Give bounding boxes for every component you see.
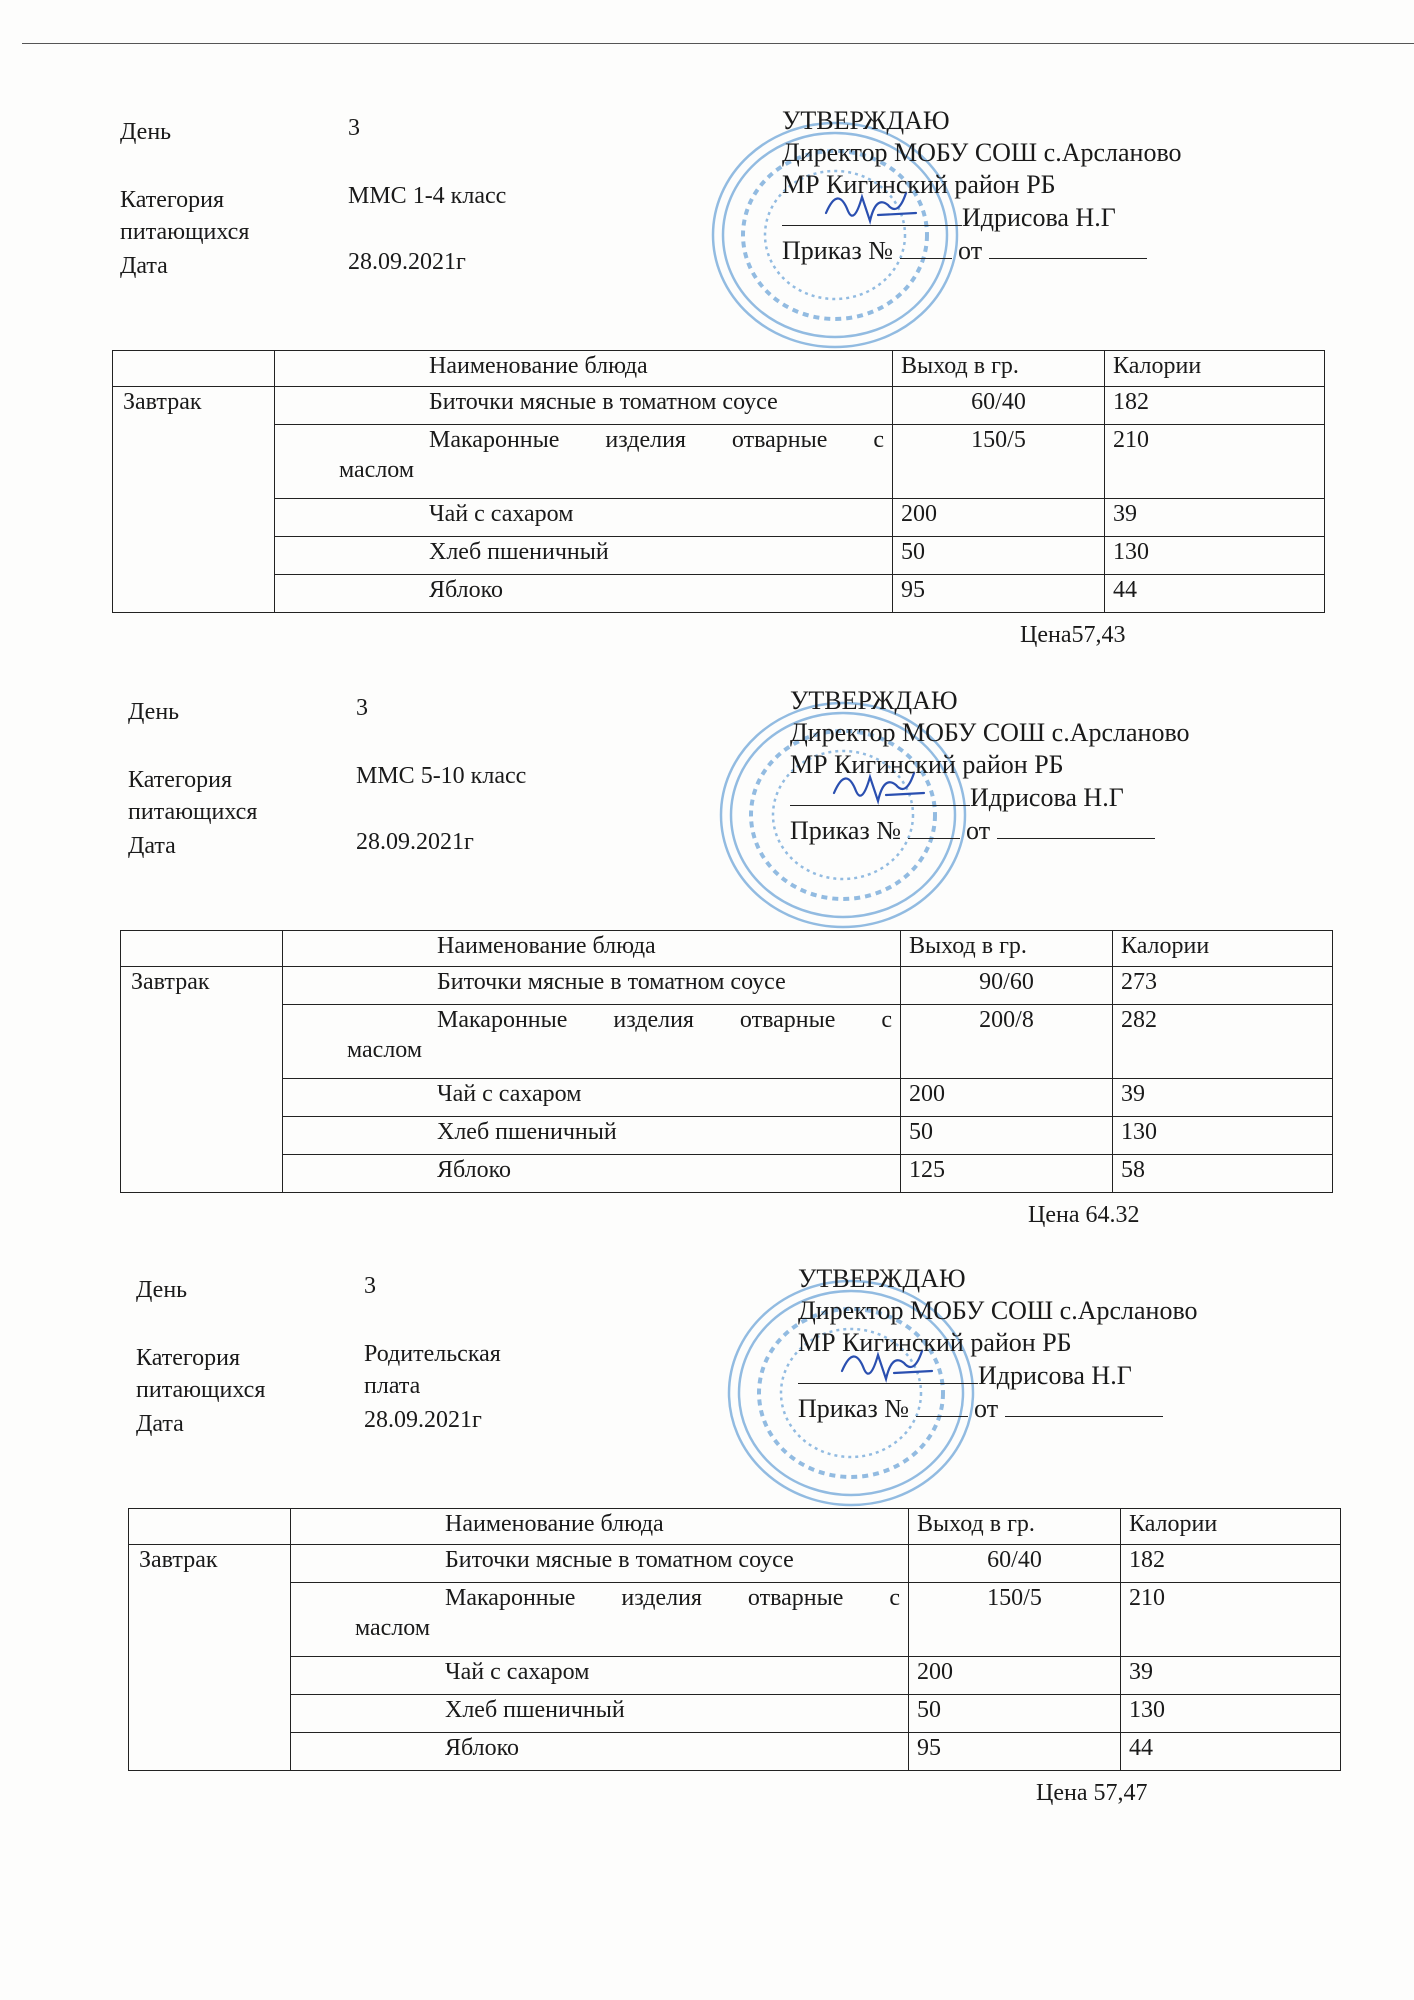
menu-section [0, 0, 1414, 648]
category-value: ММС 5-10 класс [356, 763, 527, 789]
order-number-blank [916, 1392, 968, 1417]
signature-blank [790, 781, 970, 806]
approval-district: МР Кигинский район РБ [798, 1328, 1072, 1357]
dish-word: Макаронные [429, 427, 560, 453]
order-label: Приказ № [790, 816, 902, 845]
dish-cell [283, 1005, 901, 1079]
table-row [113, 537, 1325, 575]
approval-title: УТВЕРЖДАЮ [790, 686, 958, 715]
header-cell [291, 1509, 909, 1545]
approval-signature-line [782, 201, 1182, 234]
approval-district: МР Кигинский район РБ [790, 750, 1064, 779]
header-cell [121, 931, 283, 967]
category-label-cont: питающихся [136, 1377, 266, 1403]
table-row [129, 1583, 1341, 1657]
dish-word: изделия [605, 427, 686, 453]
from-label: от [958, 236, 983, 265]
approval-title: УТВЕРЖДАЮ [798, 1264, 966, 1293]
dish-cell [275, 425, 893, 499]
dish-word: Макаронные [437, 1007, 568, 1033]
yield-cell: 125 [901, 1155, 1113, 1193]
price-label: Цена57,43 [1020, 622, 1126, 648]
day-value: 3 [348, 115, 360, 141]
dish-cell: Хлеб пшеничный [275, 537, 893, 575]
calories-cell: 44 [1121, 1733, 1341, 1771]
approval-name: Идрисова Н.Г [970, 783, 1124, 812]
meal-cell: Завтрак [113, 387, 275, 613]
header-cell: Калории [1113, 931, 1333, 967]
category-label-cont: питающихся [128, 799, 258, 825]
category-value-cont: плата [364, 1373, 421, 1399]
yield-cell: 90/60 [901, 967, 1113, 1005]
calories-cell: 39 [1121, 1657, 1341, 1695]
table-row [113, 425, 1325, 499]
header-cell: Выход в гр. [909, 1509, 1121, 1545]
approval-signature-line [790, 781, 1190, 814]
dish-name-justified [289, 425, 884, 455]
meal-cell: Завтрак [121, 967, 283, 1193]
day-value: 3 [356, 695, 368, 721]
price-label: Цена 64.32 [1028, 1202, 1140, 1228]
yield-cell: 200 [901, 1079, 1113, 1117]
price-label: Цена 57,47 [1036, 1780, 1148, 1806]
header-cell: Выход в гр. [893, 351, 1105, 387]
dish-name-cont: маслом [339, 457, 415, 483]
approval-position: Директор МОБУ СОШ с.Арсланово [790, 718, 1190, 747]
yield-cell: 50 [893, 537, 1105, 575]
category-label: Категория [128, 767, 232, 793]
dish-word: с [881, 1007, 892, 1033]
dish-cell: Чай с сахаром [275, 499, 893, 537]
approval-block [782, 105, 1182, 267]
yield-cell: 60/40 [909, 1545, 1121, 1583]
day-label: День [128, 699, 180, 725]
calories-cell: 39 [1113, 1079, 1333, 1117]
approval-block [790, 685, 1190, 847]
from-label: от [974, 1394, 999, 1423]
table-row [121, 1117, 1333, 1155]
approval-position: Директор МОБУ СОШ с.Арсланово [782, 138, 1182, 167]
category-label: Категория [120, 187, 224, 213]
top-divider [22, 43, 1414, 44]
table-row [121, 1079, 1333, 1117]
order-label: Приказ № [798, 1394, 910, 1423]
dish-word: изделия [613, 1007, 694, 1033]
table-header-row [129, 1509, 1341, 1545]
menu-table [112, 350, 1325, 613]
yield-cell: 50 [901, 1117, 1113, 1155]
calories-cell: 282 [1113, 1005, 1333, 1079]
header-cell [113, 351, 275, 387]
header-dish: Наименование блюда [429, 353, 648, 379]
calories-cell: 210 [1121, 1583, 1341, 1657]
order-number-blank [900, 234, 952, 259]
approval-title: УТВЕРЖДАЮ [782, 106, 950, 135]
day-label: День [120, 119, 172, 145]
dish-word: отварные [731, 427, 828, 453]
yield-cell: 95 [893, 575, 1105, 613]
approval-name: Идрисова Н.Г [978, 1361, 1132, 1390]
dish-cell: Биточки мясные в томатном соусе [275, 387, 893, 425]
date-label: Дата [128, 833, 176, 859]
from-label: от [966, 816, 991, 845]
approval-name: Идрисова Н.Г [962, 203, 1116, 232]
header-dish: Наименование блюда [437, 933, 656, 959]
meal-cell: Завтрак [129, 1545, 291, 1771]
date-value: 28.09.2021г [348, 249, 466, 275]
dish-word: с [873, 427, 884, 453]
menu-table [120, 930, 1333, 1193]
order-label: Приказ № [782, 236, 894, 265]
dish-cell: Хлеб пшеничный [283, 1117, 901, 1155]
yield-cell: 50 [909, 1695, 1121, 1733]
header-cell: Калории [1121, 1509, 1341, 1545]
yield-cell: 150/5 [893, 425, 1105, 499]
dish-word: отварные [739, 1007, 836, 1033]
approval-order-line [790, 814, 1190, 847]
signature-blank [782, 201, 962, 226]
calories-cell: 210 [1105, 425, 1325, 499]
approval-district: МР Кигинский район РБ [782, 170, 1056, 199]
date-value: 28.09.2021г [356, 829, 474, 855]
calories-cell: 44 [1105, 575, 1325, 613]
header-cell [129, 1509, 291, 1545]
dish-cell: Яблоко [283, 1155, 901, 1193]
yield-cell: 60/40 [893, 387, 1105, 425]
date-label: Дата [136, 1411, 184, 1437]
dish-word: изделия [621, 1585, 702, 1611]
yield-cell: 150/5 [909, 1583, 1121, 1657]
category-value: Родительская [364, 1341, 501, 1367]
yield-cell: 200 [909, 1657, 1121, 1695]
calories-cell: 182 [1105, 387, 1325, 425]
category-value: ММС 1-4 класс [348, 183, 507, 209]
date-label: Дата [120, 253, 168, 279]
calories-cell: 130 [1105, 537, 1325, 575]
order-date-blank [997, 814, 1155, 839]
dish-word: с [889, 1585, 900, 1611]
order-date-blank [989, 234, 1147, 259]
dish-name-cont: маслом [347, 1037, 423, 1063]
table-header-row [113, 351, 1325, 387]
dish-word: отварные [747, 1585, 844, 1611]
approval-order-line [782, 234, 1182, 267]
header-cell: Калории [1105, 351, 1325, 387]
dish-name-justified [305, 1583, 900, 1613]
dish-cell: Биточки мясные в томатном соусе [283, 967, 901, 1005]
calories-cell: 58 [1113, 1155, 1333, 1193]
dish-word: Макаронные [445, 1585, 576, 1611]
approval-block [798, 1263, 1198, 1425]
table-row [121, 967, 1333, 1005]
header-cell [275, 351, 893, 387]
dish-cell [291, 1583, 909, 1657]
header-cell: Выход в гр. [901, 931, 1113, 967]
date-value: 28.09.2021г [364, 1407, 482, 1433]
table-row [129, 1695, 1341, 1733]
category-label-cont: питающихся [120, 219, 250, 245]
table-row [113, 387, 1325, 425]
yield-cell: 95 [909, 1733, 1121, 1771]
dish-cell: Хлеб пшеничный [291, 1695, 909, 1733]
category-label: Категория [136, 1345, 240, 1371]
signature-blank [798, 1359, 978, 1384]
approval-order-line [798, 1392, 1198, 1425]
dish-name-justified [297, 1005, 892, 1035]
order-date-blank [1005, 1392, 1163, 1417]
table-row [129, 1733, 1341, 1771]
table-row [129, 1657, 1341, 1695]
calories-cell: 273 [1113, 967, 1333, 1005]
calories-cell: 182 [1121, 1545, 1341, 1583]
dish-cell: Яблоко [275, 575, 893, 613]
header-cell [283, 931, 901, 967]
dish-cell: Чай с сахаром [283, 1079, 901, 1117]
calories-cell: 130 [1113, 1117, 1333, 1155]
table-row [129, 1545, 1341, 1583]
table-row [121, 1005, 1333, 1079]
order-number-blank [908, 814, 960, 839]
day-label: День [136, 1277, 188, 1303]
table-row [113, 499, 1325, 537]
yield-cell: 200 [893, 499, 1105, 537]
calories-cell: 39 [1105, 499, 1325, 537]
dish-cell: Биточки мясные в томатном соусе [291, 1545, 909, 1583]
header-dish: Наименование блюда [445, 1511, 664, 1537]
yield-cell: 200/8 [901, 1005, 1113, 1079]
approval-signature-line [798, 1359, 1198, 1392]
menu-table [128, 1508, 1341, 1771]
dish-cell: Чай с сахаром [291, 1657, 909, 1695]
table-row [121, 1155, 1333, 1193]
dish-cell: Яблоко [291, 1733, 909, 1771]
calories-cell: 130 [1121, 1695, 1341, 1733]
day-value: 3 [364, 1273, 376, 1299]
approval-position: Директор МОБУ СОШ с.Арсланово [798, 1296, 1198, 1325]
dish-name-cont: маслом [355, 1615, 431, 1641]
table-header-row [121, 931, 1333, 967]
